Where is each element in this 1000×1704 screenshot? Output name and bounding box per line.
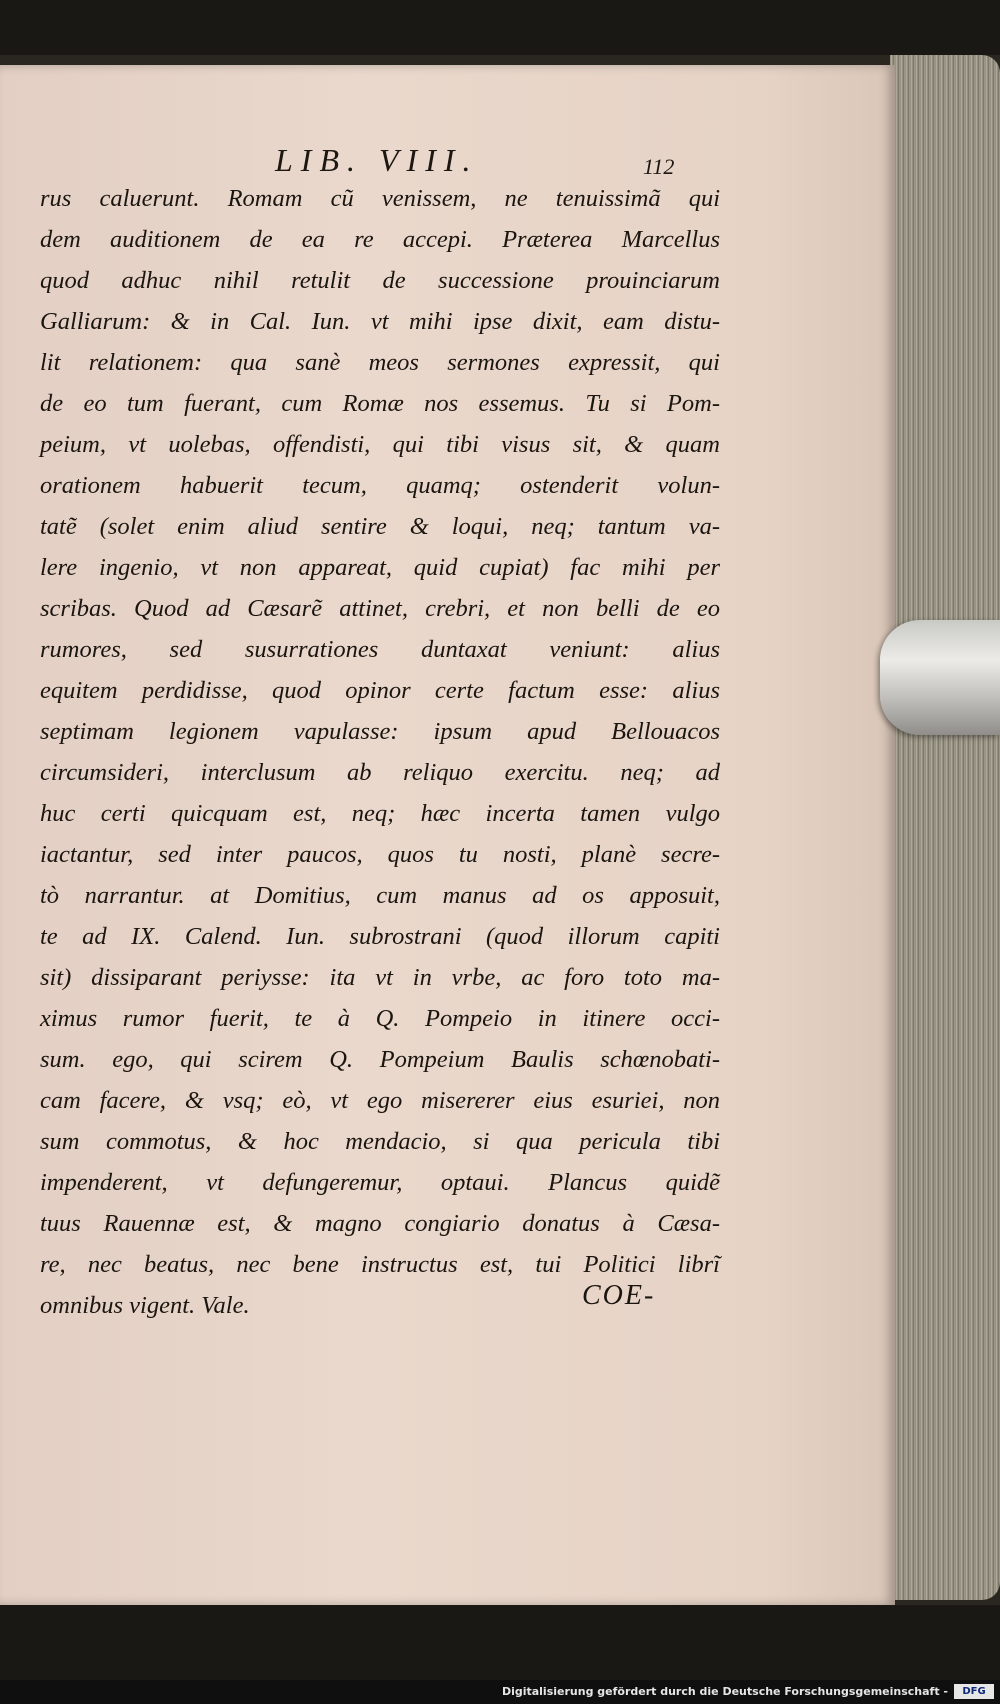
page-clip xyxy=(880,620,1000,735)
text-line: de eo tum fuerant, cum Romæ nos essemus. Tu si Pom- xyxy=(40,390,720,417)
text-line: dem auditionem de ea re accepi. Præterea Marcellus xyxy=(40,226,720,253)
catchword: COE- xyxy=(582,1280,656,1311)
page-header xyxy=(0,142,895,182)
dfg-logo: DFG xyxy=(954,1684,994,1699)
text-line: quod adhuc nihil retulit de successione prouinciarum xyxy=(40,267,720,294)
text-line: te ad IX. Calend. Iun. subrostrani (quod illorum capiti xyxy=(40,923,720,950)
text-line: impenderent, vt defungeremur, optaui. Plancus quidẽ xyxy=(40,1169,720,1196)
text-line: tatẽ (solet enim aliud sentire & loqui, neq; tantum va- xyxy=(40,513,720,540)
text-line: huc certi quicquam est, neq; hæc incerta tamen vulgo xyxy=(40,800,720,827)
text-line: re, nec beatus, nec bene instructus est, tui Politici librĩ xyxy=(40,1251,720,1278)
text-line: rumores, sed susurrationes duntaxat veniunt: alius xyxy=(40,636,720,663)
text-line: orationem habuerit tecum, quamq; ostenderit volun- xyxy=(40,472,720,499)
text-line: rus caluerunt. Romam cũ venissem, ne tenuissimã qui xyxy=(40,185,720,212)
text-line: omnibus vigent. Vale. xyxy=(40,1292,250,1319)
text-line: sum commotus, & hoc mendacio, si qua pericula tibi xyxy=(40,1128,720,1155)
text-line: peium, vt uolebas, offendisti, qui tibi visus sit, & quam xyxy=(40,431,720,458)
body-text xyxy=(40,178,720,1326)
text-line: cam facere, & vsq; eò, vt ego misererer eius esuriei, non xyxy=(40,1087,720,1114)
text-line: sit) dissiparant periysse: ita vt in vrbe, ac foro toto ma- xyxy=(40,964,720,991)
text-line: sum. ego, qui scirem Q. Pompeium Baulis schœnobati- xyxy=(40,1046,720,1073)
text-line: iactantur, sed inter paucos, quos tu nosti, planè secre- xyxy=(40,841,720,868)
text-line: septimam legionem vapulasse: ipsum apud Bellouacos xyxy=(40,718,720,745)
page-number: 112 xyxy=(643,154,675,179)
text-line: tuus Rauennæ est, & magno congiario donatus à Cæsa- xyxy=(40,1210,720,1237)
text-line: tò narrantur. at Domitius, cum manus ad os apposuit, xyxy=(40,882,720,909)
text-line: lit relationem: qua sanè meos sermones expressit, qui xyxy=(40,349,720,376)
text-line: circumsideri, interclusum ab reliquo exercitu. neq; ad xyxy=(40,759,720,786)
page-edges xyxy=(890,55,1000,1600)
text-line: Galliarum: & in Cal. Iun. vt mihi ipse dixit, eam distu- xyxy=(40,308,720,335)
funding-credit: Digitalisierung gefördert durch die Deutsche Forschungsgemeinschaft - xyxy=(501,1685,948,1698)
text-line: equitem perdidisse, quod opinor certe factum esse: alius xyxy=(40,677,720,704)
running-head: LIB. VIII. xyxy=(275,142,479,178)
text-line: ximus rumor fuerit, te à Q. Pompeio in itinere occi- xyxy=(40,1005,720,1032)
footer-bar xyxy=(0,1680,1000,1704)
text-line: lere ingenio, vt non appareat, quid cupiat) fac mihi per xyxy=(40,554,720,581)
text-line: scribas. Quod ad Cæsarẽ attinet, crebri, et non belli de eo xyxy=(40,595,720,622)
